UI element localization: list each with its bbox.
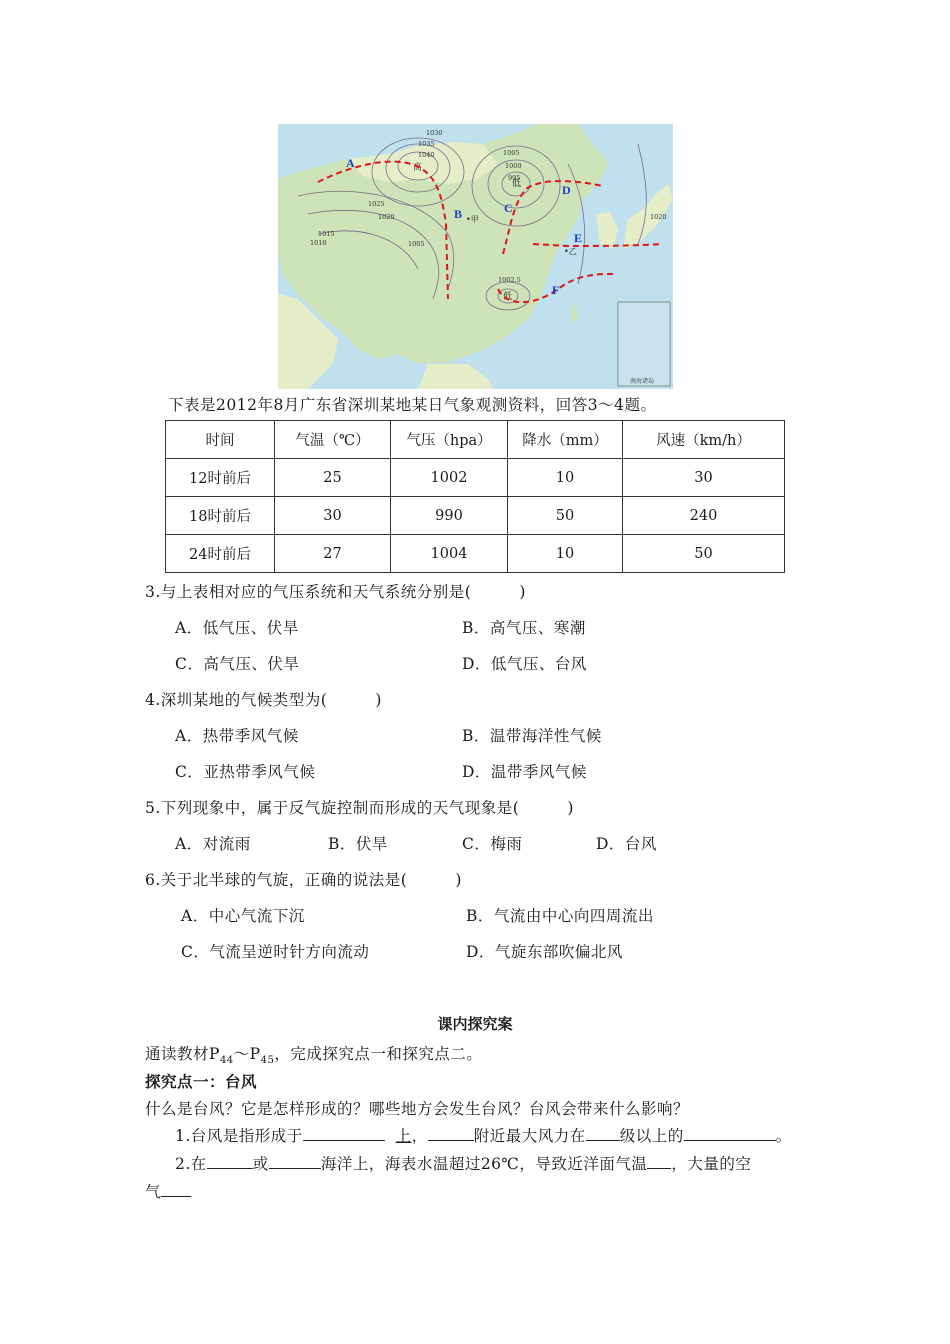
fill-line-2: 2.在 或 海洋上，海表水温超过26℃，导致近洋面气温 ，大量的空 <box>175 1155 752 1173</box>
option[interactable]: A．中心气流下沉 <box>181 907 305 925</box>
svg-text:1005: 1005 <box>503 149 520 157</box>
svg-text:1035: 1035 <box>418 140 435 148</box>
option[interactable]: D．气旋东部吹偏北风 <box>466 943 623 961</box>
table-cell: 25 <box>275 459 391 497</box>
header-cell: 气温（℃） <box>275 421 391 459</box>
intro-line: 通读教材$P_{44}\sim P_{45}$，完成探究点一和探究点二。 <box>145 1045 483 1067</box>
table-cell: 10 <box>508 535 623 573</box>
point1-question: 什么是台风？它是怎样形成的？哪些地方会发生台风？台风会带来什么影响？ <box>145 1100 690 1118</box>
table-cell: 18时前后 <box>166 497 275 535</box>
header-cell: 降水（mm） <box>508 421 623 459</box>
inset-box <box>618 302 670 386</box>
label-F: F <box>552 283 560 297</box>
blank-field[interactable] <box>207 1154 253 1169</box>
label-B: B <box>454 207 463 221</box>
blank-field[interactable] <box>161 1182 191 1197</box>
fill-line-1: 1.台风是指形成于 上， 附近最大风力在 级以上的 。 <box>175 1127 792 1145</box>
table-cell: 24时前后 <box>166 535 275 573</box>
high-pressure-label: 高 <box>413 163 423 173</box>
header-cell: 时间 <box>166 421 275 459</box>
fill-line-2-cont: 气 <box>145 1180 191 1202</box>
question-4: 4.深圳某地的气候类型为( ) <box>145 691 382 709</box>
table-cell: 1002 <box>391 459 508 497</box>
observation-table <box>165 420 785 573</box>
table-cell: 50 <box>508 497 623 535</box>
table-row <box>166 459 785 497</box>
label-E: E <box>574 231 583 245</box>
point-jia: •甲 <box>466 215 479 224</box>
question-5: 5.下列现象中，属于反气旋控制而形成的天气现象是( ) <box>145 799 574 817</box>
option[interactable]: D．台风 <box>596 835 657 853</box>
table-cell: 240 <box>623 497 785 535</box>
table-cell: 990 <box>391 497 508 535</box>
blank-field[interactable] <box>647 1154 671 1169</box>
inset-label: 南海诸岛 <box>630 378 655 385</box>
option[interactable]: C．高气压、伏旱 <box>175 655 300 673</box>
svg-text:1020: 1020 <box>378 213 395 221</box>
label-A: A <box>346 156 355 170</box>
option[interactable]: A．低气压、伏旱 <box>175 619 299 637</box>
table-cell: 1004 <box>391 535 508 573</box>
blank-field[interactable] <box>684 1126 776 1141</box>
header-cell: 气压（hpa） <box>391 421 508 459</box>
table-caption: 下表是2012年8月广东省深圳某地某日气象观测资料，回答3～4题。 <box>168 396 657 414</box>
svg-text:1025: 1025 <box>368 200 385 208</box>
header-cell: 风速（km/h） <box>623 421 785 459</box>
svg-text:1005: 1005 <box>408 240 425 248</box>
option[interactable]: B．气流由中心向四周流出 <box>466 907 654 925</box>
question-3: 3.与上表相对应的气压系统和天气系统分别是( ) <box>145 583 526 601</box>
table-cell: 12时前后 <box>166 459 275 497</box>
question-6: 6.关于北半球的气旋，正确的说法是( ) <box>145 871 462 889</box>
svg-text:1040: 1040 <box>418 151 435 159</box>
option[interactable]: C．气流呈逆时针方向流动 <box>181 943 370 961</box>
table-cell: 30 <box>275 497 391 535</box>
table-cell: 10 <box>508 459 623 497</box>
option[interactable]: D．低气压、台风 <box>462 655 587 673</box>
blank-field[interactable] <box>428 1126 474 1141</box>
option[interactable]: B．高气压、寒潮 <box>462 619 586 637</box>
blank-field[interactable] <box>303 1126 385 1141</box>
option[interactable]: B．伏旱 <box>328 835 388 853</box>
svg-text:1002.5: 1002.5 <box>498 276 521 284</box>
option[interactable]: D．温带季风气候 <box>462 763 587 781</box>
point-yi: •乙 <box>564 247 577 256</box>
low-pressure-label-north: 低 <box>512 179 522 189</box>
blank-field[interactable] <box>586 1126 620 1141</box>
table-cell: 27 <box>275 535 391 573</box>
table-header-row <box>166 421 785 459</box>
label-D: D <box>562 183 571 197</box>
svg-text:1000: 1000 <box>505 162 522 170</box>
weather-map <box>278 124 673 389</box>
svg-text:1015: 1015 <box>318 230 335 238</box>
table-row <box>166 497 785 535</box>
option[interactable]: C．亚热带季风气候 <box>175 763 316 781</box>
low-pressure-label-south: 低 <box>503 292 513 302</box>
point1-title: 探究点一：台风 <box>145 1073 258 1091</box>
option[interactable]: A．对流雨 <box>175 835 251 853</box>
option[interactable]: A．热带季风气候 <box>175 727 299 745</box>
option[interactable]: C．梅雨 <box>462 835 523 853</box>
svg-text:1030: 1030 <box>426 129 443 137</box>
table-cell: 30 <box>623 459 785 497</box>
option[interactable]: B．温带海洋性气候 <box>462 727 602 745</box>
svg-text:1020: 1020 <box>650 213 667 221</box>
table-cell: 50 <box>623 535 785 573</box>
section-title: 课内探究案 <box>437 1015 513 1033</box>
label-C: C <box>504 201 513 215</box>
svg-text:1010: 1010 <box>310 239 327 247</box>
svg-text:995: 995 <box>508 174 521 182</box>
blank-field[interactable] <box>269 1154 321 1169</box>
table-row <box>166 535 785 573</box>
